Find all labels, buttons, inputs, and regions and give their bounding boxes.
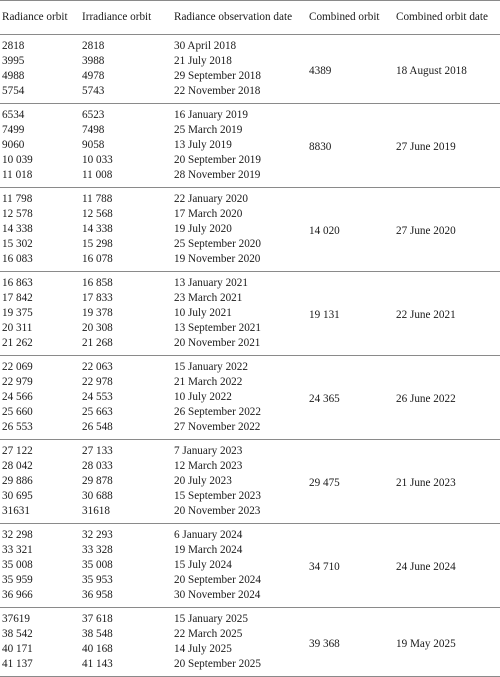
year-group xyxy=(0,440,500,524)
radiance-date-cell: 21 July 2018 xyxy=(174,55,232,67)
radiance-date-cell: 28 November 2019 xyxy=(174,169,261,181)
combined-orbit-cell: 29 475 xyxy=(309,477,340,489)
irradiance-orbit-cell: 11 788 xyxy=(82,193,113,205)
combined-date-cell: 22 June 2021 xyxy=(396,309,456,321)
radiance-orbit-cell: 10 039 xyxy=(2,154,33,166)
table-row xyxy=(0,440,500,460)
irradiance-orbit-cell: 11 008 xyxy=(82,169,113,181)
year-group xyxy=(0,188,500,272)
radiance-orbit-cell: 38 542 xyxy=(2,628,33,640)
radiance-orbit-cell: 24 566 xyxy=(2,391,33,403)
year-group xyxy=(0,356,500,440)
radiance-date-cell: 10 July 2022 xyxy=(174,391,232,403)
radiance-orbit-cell: 11 018 xyxy=(2,169,33,181)
irradiance-orbit-cell: 24 553 xyxy=(82,391,113,403)
radiance-date-cell: 22 November 2018 xyxy=(174,85,261,97)
radiance-date-cell: 25 September 2020 xyxy=(174,238,261,250)
irradiance-orbit-cell: 16 858 xyxy=(82,277,113,289)
radiance-orbit-cell: 2818 xyxy=(2,40,25,52)
table-header xyxy=(0,1,500,35)
combined-date-cell: 24 June 2024 xyxy=(396,561,456,573)
irradiance-orbit-cell: 14 338 xyxy=(82,223,113,235)
table-row xyxy=(0,272,500,292)
combined-orbit-cell: 4389 xyxy=(309,64,332,77)
radiance-date-cell: 6 January 2024 xyxy=(174,529,243,541)
combined-orbit-cell: 14 020 xyxy=(309,225,340,237)
radiance-orbit-cell: 31631 xyxy=(2,505,30,517)
radiance-orbit-cell: 11 798 xyxy=(2,193,33,205)
irradiance-orbit-cell: 9058 xyxy=(82,139,105,151)
combined-orbit-cell: 34 710 xyxy=(309,561,340,573)
combined-date-cell: 19 May 2025 xyxy=(396,637,456,650)
irradiance-orbit-cell: 7498 xyxy=(82,124,105,136)
radiance-date-cell: 22 March 2025 xyxy=(174,628,243,640)
radiance-orbit-cell: 25 660 xyxy=(2,406,33,418)
year-group xyxy=(0,608,500,677)
combined-date-cell: 21 June 2023 xyxy=(396,477,456,489)
radiance-date-cell: 16 January 2019 xyxy=(174,109,248,121)
radiance-orbit-cell: 30 695 xyxy=(2,490,33,502)
irradiance-orbit-cell: 15 298 xyxy=(82,238,113,250)
header-combined-date: Combined orbit date xyxy=(396,11,488,23)
radiance-date-cell: 20 September 2025 xyxy=(174,658,261,670)
irradiance-orbit-cell: 19 378 xyxy=(82,307,113,319)
irradiance-orbit-cell: 30 688 xyxy=(82,490,113,502)
radiance-date-cell: 10 July 2021 xyxy=(174,307,232,319)
irradiance-orbit-cell: 22 063 xyxy=(82,361,113,373)
table-row xyxy=(0,188,500,208)
combined-orbit-cell: 39 368 xyxy=(309,637,340,650)
radiance-orbit-cell: 35 008 xyxy=(2,559,33,571)
radiance-orbit-cell: 27 122 xyxy=(2,445,33,457)
table-row xyxy=(0,35,500,55)
header-irradiance-orbit: Irradiance orbit xyxy=(82,11,152,23)
radiance-orbit-cell: 12 578 xyxy=(2,208,33,220)
radiance-orbit-cell: 28 042 xyxy=(2,460,33,472)
radiance-orbit-cell: 20 311 xyxy=(2,322,33,334)
radiance-orbit-cell: 19 375 xyxy=(2,307,33,319)
irradiance-orbit-cell: 40 168 xyxy=(82,643,113,655)
header-row xyxy=(0,1,500,35)
radiance-orbit-cell: 5754 xyxy=(2,85,25,97)
combined-date-cell: 18 August 2018 xyxy=(396,64,467,77)
radiance-orbit-cell: 16 863 xyxy=(2,277,33,289)
table-row xyxy=(0,104,500,124)
radiance-date-cell: 20 July 2023 xyxy=(174,475,232,487)
irradiance-orbit-cell: 25 663 xyxy=(82,406,113,418)
irradiance-orbit-cell: 27 133 xyxy=(82,445,113,457)
combined-date-cell: 27 June 2020 xyxy=(396,225,456,237)
radiance-orbit-cell: 21 262 xyxy=(2,337,33,349)
radiance-date-cell: 22 January 2020 xyxy=(174,193,248,205)
radiance-orbit-cell: 37619 xyxy=(2,613,30,625)
radiance-orbit-cell: 35 959 xyxy=(2,574,33,586)
radiance-date-cell: 15 January 2025 xyxy=(174,613,248,625)
irradiance-orbit-cell: 26 548 xyxy=(82,421,113,433)
table-row xyxy=(0,524,500,544)
table-row xyxy=(0,356,500,376)
radiance-date-cell: 12 March 2023 xyxy=(174,460,243,472)
irradiance-orbit-cell: 3988 xyxy=(82,55,105,67)
irradiance-orbit-cell: 4978 xyxy=(82,70,105,82)
radiance-date-cell: 7 January 2023 xyxy=(174,445,243,457)
radiance-orbit-cell: 3995 xyxy=(2,55,25,67)
radiance-date-cell: 26 September 2022 xyxy=(174,406,261,418)
header-radiance-date: Radiance observation date xyxy=(174,11,293,23)
radiance-date-cell: 30 April 2018 xyxy=(174,40,237,52)
radiance-date-cell: 29 September 2018 xyxy=(174,70,261,82)
irradiance-orbit-cell: 2818 xyxy=(82,40,105,52)
table-row xyxy=(0,608,500,628)
irradiance-orbit-cell: 36 958 xyxy=(82,589,113,601)
radiance-date-cell: 20 September 2019 xyxy=(174,154,261,166)
radiance-date-cell: 20 November 2023 xyxy=(174,505,261,517)
radiance-orbit-cell: 29 886 xyxy=(2,475,33,487)
combined-orbit-cell: 19 131 xyxy=(309,309,340,321)
irradiance-orbit-cell: 22 978 xyxy=(82,376,113,388)
radiance-orbit-cell: 17 842 xyxy=(2,292,33,304)
irradiance-orbit-cell: 12 568 xyxy=(82,208,113,220)
radiance-orbit-cell: 22 069 xyxy=(2,361,33,373)
radiance-date-cell: 27 November 2022 xyxy=(174,421,261,433)
radiance-date-cell: 23 March 2021 xyxy=(174,292,243,304)
radiance-date-cell: 13 July 2019 xyxy=(174,139,232,151)
combined-orbit-cell: 8830 xyxy=(309,141,332,153)
radiance-date-cell: 14 July 2025 xyxy=(174,643,232,655)
combined-date-cell: 26 June 2022 xyxy=(396,393,456,405)
year-group xyxy=(0,35,500,104)
irradiance-orbit-cell: 35 008 xyxy=(82,559,113,571)
irradiance-orbit-cell: 5743 xyxy=(82,85,105,97)
radiance-orbit-cell: 15 302 xyxy=(2,238,33,250)
irradiance-orbit-cell: 17 833 xyxy=(82,292,113,304)
combined-date-cell: 27 June 2019 xyxy=(396,141,456,153)
irradiance-orbit-cell: 6523 xyxy=(82,109,105,121)
irradiance-orbit-cell: 21 268 xyxy=(82,337,113,349)
radiance-orbit-cell: 36 966 xyxy=(2,589,33,601)
year-group xyxy=(0,272,500,356)
irradiance-orbit-cell: 10 033 xyxy=(82,154,113,166)
radiance-date-cell: 19 March 2024 xyxy=(174,544,243,556)
header-combined-orbit: Combined orbit xyxy=(309,11,380,23)
radiance-date-cell: 15 July 2024 xyxy=(174,559,232,571)
irradiance-orbit-cell: 28 033 xyxy=(82,460,113,472)
radiance-orbit-cell: 9060 xyxy=(2,139,25,151)
year-group xyxy=(0,104,500,188)
irradiance-orbit-cell: 35 953 xyxy=(82,574,113,586)
radiance-orbit-cell: 32 298 xyxy=(2,529,33,541)
irradiance-orbit-cell: 37 618 xyxy=(82,613,113,625)
radiance-date-cell: 20 November 2021 xyxy=(174,337,261,349)
radiance-date-cell: 21 March 2022 xyxy=(174,376,243,388)
radiance-date-cell: 15 January 2022 xyxy=(174,361,248,373)
radiance-date-cell: 15 September 2023 xyxy=(174,490,261,502)
radiance-date-cell: 13 January 2021 xyxy=(174,277,248,289)
radiance-orbit-cell: 26 553 xyxy=(2,421,33,433)
irradiance-orbit-cell: 33 328 xyxy=(82,544,113,556)
radiance-date-cell: 20 September 2024 xyxy=(174,574,261,586)
irradiance-orbit-cell: 31618 xyxy=(82,505,110,517)
radiance-orbit-cell: 41 137 xyxy=(2,658,33,670)
radiance-orbit-cell: 4988 xyxy=(2,70,25,82)
radiance-orbit-cell: 33 321 xyxy=(2,544,33,556)
irradiance-orbit-cell: 16 078 xyxy=(82,253,113,265)
radiance-orbit-cell: 40 171 xyxy=(2,643,33,655)
radiance-orbit-cell: 6534 xyxy=(2,109,25,121)
irradiance-orbit-cell: 20 308 xyxy=(82,322,113,334)
irradiance-orbit-cell: 38 548 xyxy=(82,628,113,640)
radiance-date-cell: 30 November 2024 xyxy=(174,589,261,601)
radiance-date-cell: 13 September 2021 xyxy=(174,322,261,334)
radiance-date-cell: 17 March 2020 xyxy=(174,208,243,220)
irradiance-orbit-cell: 32 293 xyxy=(82,529,113,541)
radiance-date-cell: 19 November 2020 xyxy=(174,253,261,265)
radiance-date-cell: 19 July 2020 xyxy=(174,223,232,235)
radiance-date-cell: 25 March 2019 xyxy=(174,124,243,136)
irradiance-orbit-cell: 41 143 xyxy=(82,658,113,670)
radiance-orbit-cell: 22 979 xyxy=(2,376,33,388)
radiance-orbit-cell: 7499 xyxy=(2,124,25,136)
combined-orbit-cell: 24 365 xyxy=(309,393,340,405)
year-group xyxy=(0,524,500,608)
radiance-orbit-cell: 14 338 xyxy=(2,223,33,235)
radiance-orbit-cell: 16 083 xyxy=(2,253,33,265)
irradiance-orbit-cell: 29 878 xyxy=(82,475,113,487)
header-radiance-orbit: Radiance orbit xyxy=(2,11,68,23)
